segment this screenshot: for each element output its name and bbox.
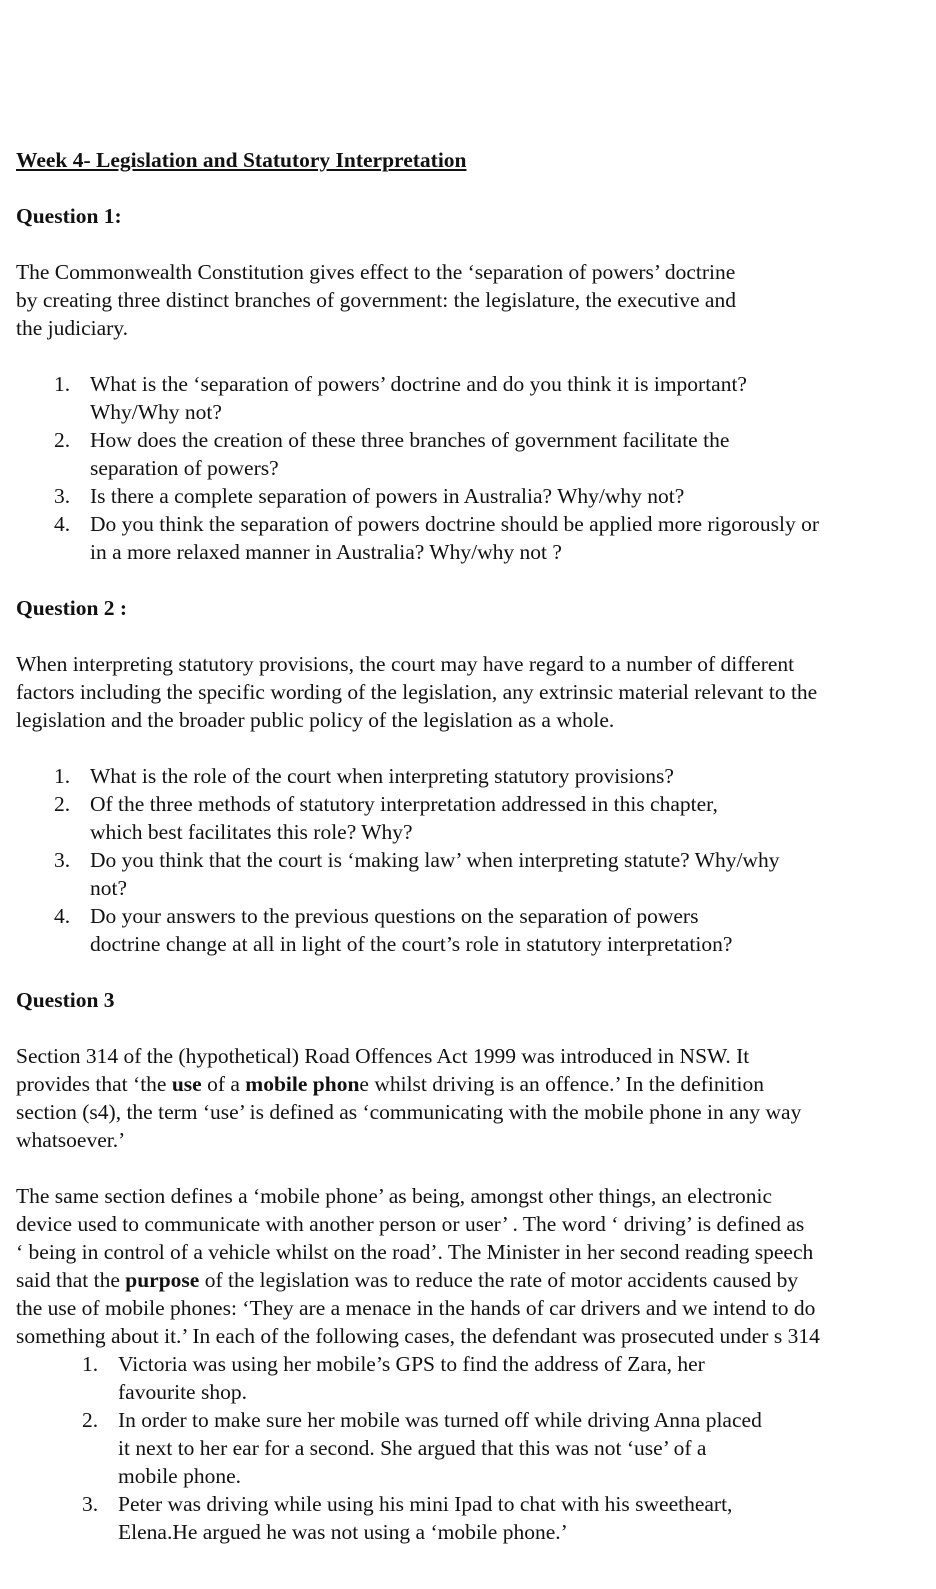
list-item [16,790,922,846]
item-line: Is there a complete separation of powers in Australia? Why/why not? [90,484,685,508]
item-line: separation of powers? [90,456,279,480]
bold-term-mobile-phone: mobile phon [245,1072,360,1096]
list-item [16,1406,922,1490]
intro-line: The Commonwealth Constitution gives effect to the ‘separation of powers’ doctrine [16,260,736,284]
question-2-intro [16,650,922,734]
list-item [16,902,922,958]
list-item [16,762,922,790]
question-3-list [16,1350,922,1546]
para-line: device used to communicate with another person or user’ . The word ‘ driving’ is defined as [16,1212,805,1236]
item-line: Of the three methods of statutory interpretation addressed in this chapter, [90,792,718,816]
para-line: the use of mobile phones: ‘They are a menace in the hands of car drivers and we intend to do [16,1296,816,1320]
text-run: e whilst driving is an offence.’ In the definition [359,1072,765,1096]
item-number: 1. [54,764,71,788]
intro-line: When interpreting statutory provisions, the court may have regard to a number of different [16,652,795,676]
document-body [16,146,922,1546]
item-number: 2. [54,792,71,816]
item-line: Victoria was using her mobile’s GPS to find the address of Zara, her [118,1352,705,1376]
item-line: Do you think that the court is ‘making law’ when interpreting statute? Why/why [90,848,780,872]
para-line: Section 314 of the (hypothetical) Road Offences Act 1999 was introduced in NSW. It [16,1044,750,1068]
item-number: 2. [82,1408,99,1432]
item-line: favourite shop. [118,1380,247,1404]
item-line: which best facilitates this role? Why? [90,820,413,844]
para-line: The same section defines a ‘mobile phone’ as being, amongst other things, an electronic [16,1184,773,1208]
item-line: doctrine change at all in light of the court’s role in statutory interpretation? [90,932,733,956]
para-line [16,1070,922,1098]
text-run: said that the [16,1268,126,1292]
para-line: something about it.’ In each of the following cases, the defendant was prosecuted under s 314 [16,1324,820,1348]
document-title: Week 4- Legislation and Statutory Interpretation [16,148,467,172]
text-run: of the legislation was to reduce the rate of motor accidents caused by [199,1268,799,1292]
list-item [16,1350,922,1406]
item-number: 3. [54,484,71,508]
item-line: Peter was driving while using his mini Ipad to chat with his sweetheart, [118,1492,733,1516]
question-1-heading: Question 1: [16,204,122,228]
item-number: 4. [54,512,71,536]
item-line: What is the ‘separation of powers’ doctrine and do you think it is important? [90,372,747,396]
list-item [16,482,922,510]
item-number: 2. [54,428,71,452]
intro-line: legislation and the broader public policy of the legislation as a whole. [16,708,615,732]
item-line: How does the creation of these three branches of government facilitate the [90,428,730,452]
item-number: 4. [54,904,71,928]
para-line: whatsoever.’ [16,1128,126,1152]
bold-term-purpose: purpose [125,1268,200,1292]
item-line: it next to her ear for a second. She argued that this was not ‘use’ of a [118,1436,707,1460]
question-1-intro [16,258,922,342]
list-item [16,370,922,426]
item-line: in a more relaxed manner in Australia? Why/why not ? [90,540,562,564]
list-item [16,426,922,482]
item-line: not? [90,876,128,900]
question-3-paragraph-1 [16,1042,922,1154]
question-1-list [16,370,922,566]
item-line: What is the role of the court when interpreting statutory provisions? [90,764,674,788]
item-number: 3. [82,1492,99,1516]
item-number: 1. [82,1352,99,1376]
item-line: mobile phone. [118,1464,242,1488]
text-run: of a [201,1072,246,1096]
bold-term-use: use [171,1072,202,1096]
list-item [16,510,922,566]
item-line: Do you think the separation of powers doctrine should be applied more rigorously or [90,512,820,536]
text-run: provides that ‘the [16,1072,172,1096]
item-line: Why/Why not? [90,400,222,424]
para-line: ‘ being in control of a vehicle whilst on the road’. The Minister in her second reading speech [16,1240,814,1264]
intro-line: by creating three distinct branches of government: the legislature, the executive and [16,288,736,312]
list-item [16,846,922,902]
question-3-heading: Question 3 [16,988,115,1012]
para-line: section (s4), the term ‘use’ is defined as ‘communicating with the mobile phone in any way [16,1100,802,1124]
item-line: Do your answers to the previous questions on the separation of powers [90,904,699,928]
item-line: Elena.He argued he was not using a ‘mobile phone.’ [118,1520,568,1544]
question-2-list [16,762,922,958]
list-item [16,1490,922,1546]
item-number: 1. [54,372,71,396]
item-number: 3. [54,848,71,872]
question-2-heading: Question 2 : [16,596,128,620]
intro-line: the judiciary. [16,316,129,340]
para-line [16,1266,922,1294]
intro-line: factors including the specific wording of the legislation, any extrinsic material relevant to the [16,680,818,704]
question-3-paragraph-2 [16,1182,922,1350]
item-line: In order to make sure her mobile was turned off while driving Anna placed [118,1408,762,1432]
